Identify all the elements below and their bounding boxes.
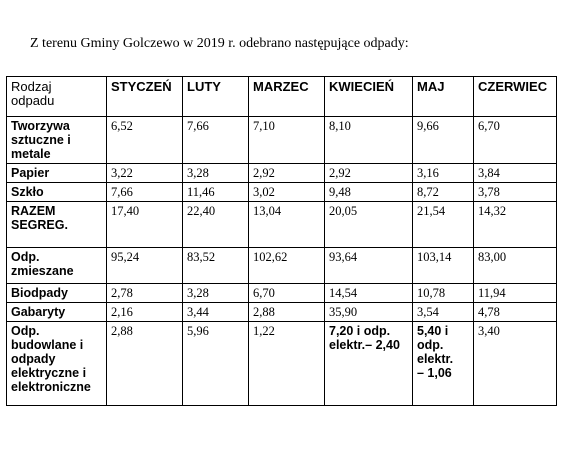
value-cell-line: 7,66	[111, 185, 133, 199]
value-cell	[325, 303, 413, 322]
table-row	[7, 183, 557, 202]
value-cell	[474, 303, 557, 322]
value-cell	[107, 117, 183, 164]
value-cell-line: 11,46	[187, 185, 215, 199]
value-cell-line: 5,40 i	[417, 324, 449, 338]
row-label-line: odpady	[11, 352, 56, 366]
value-cell	[474, 202, 557, 248]
value-cell-line: 14,54	[329, 286, 358, 300]
header-row	[7, 77, 557, 117]
value-cell	[249, 248, 325, 284]
value-cell	[325, 164, 413, 183]
value-cell-line: 9,66	[417, 119, 439, 133]
month-header-line: KWIECIEŃ	[329, 79, 394, 94]
value-cell-line: 7,20 i odp.	[329, 324, 391, 338]
value-cell	[249, 303, 325, 322]
row-label-line: Odp.	[11, 250, 40, 264]
table-row	[7, 117, 557, 164]
value-cell-line: 103,14	[417, 250, 452, 264]
row-label-line: RAZEM	[11, 204, 56, 218]
value-cell-line: 22,40	[187, 204, 216, 218]
value-cell	[474, 183, 557, 202]
value-cell-line: 8,10	[329, 119, 351, 133]
value-cell-line: 3,02	[253, 185, 275, 199]
value-cell	[413, 248, 474, 284]
table-row	[7, 202, 557, 248]
row-label-line: Odp.	[11, 324, 40, 338]
value-cell	[325, 202, 413, 248]
value-cell	[107, 284, 183, 303]
row-label	[7, 322, 107, 406]
value-cell-line: 2,16	[111, 305, 133, 319]
row-label	[7, 248, 107, 284]
value-cell	[325, 248, 413, 284]
value-cell-line: 13,04	[253, 204, 282, 218]
value-cell	[474, 117, 557, 164]
row-label-line: Tworzywa	[11, 119, 70, 133]
corner-header	[7, 77, 107, 117]
value-cell	[325, 183, 413, 202]
value-cell-line: 3,44	[187, 305, 209, 319]
value-cell	[249, 183, 325, 202]
value-cell-line: elektr.– 2,40	[329, 338, 400, 352]
value-cell-line: 95,24	[111, 250, 140, 264]
value-cell	[183, 303, 249, 322]
value-cell	[183, 202, 249, 248]
value-cell	[183, 183, 249, 202]
value-cell-line: 5,96	[187, 324, 209, 338]
value-cell	[325, 117, 413, 164]
month-header-line: STYCZEŃ	[111, 79, 172, 94]
value-cell-line: 3,16	[417, 166, 439, 180]
value-cell	[183, 164, 249, 183]
value-cell-line: 3,54	[417, 305, 439, 319]
month-header	[249, 77, 325, 117]
row-label	[7, 183, 107, 202]
row-label-line: Biodpady	[11, 286, 68, 300]
month-header-line: CZERWIEC	[478, 79, 548, 94]
value-cell	[183, 248, 249, 284]
month-header	[413, 77, 474, 117]
value-cell-line: 14,32	[478, 204, 507, 218]
value-cell-line: 83,00	[478, 250, 507, 264]
value-cell-line: 21,54	[417, 204, 446, 218]
row-label-line: zmieszane	[11, 264, 74, 278]
value-cell	[474, 248, 557, 284]
value-cell	[183, 117, 249, 164]
value-cell-line: 3,84	[478, 166, 500, 180]
month-header	[325, 77, 413, 117]
row-label-line: Szkło	[11, 185, 44, 199]
corner-header-line: Rodzaj	[11, 79, 52, 94]
row-label	[7, 117, 107, 164]
month-header-line: MARZEC	[253, 79, 309, 94]
value-cell	[474, 322, 557, 406]
value-cell-line: 8,72	[417, 185, 439, 199]
row-label-line: Papier	[11, 166, 50, 180]
value-cell-line: 3,78	[478, 185, 500, 199]
value-cell-line: 3,28	[187, 166, 209, 180]
value-cell-line: 6,52	[111, 119, 133, 133]
value-cell-line: 83,52	[187, 250, 216, 264]
value-cell-line: 102,62	[253, 250, 288, 264]
value-cell-line: 9,48	[329, 185, 351, 199]
value-cell-line: 11,94	[478, 286, 506, 300]
value-cell-line: 2,92	[253, 166, 275, 180]
table-row	[7, 248, 557, 284]
table-row	[7, 303, 557, 322]
row-label	[7, 284, 107, 303]
month-header-line: MAJ	[417, 79, 445, 94]
value-cell	[413, 284, 474, 303]
value-cell	[474, 284, 557, 303]
value-cell-line: 6,70	[253, 286, 275, 300]
value-cell-line: – 1,06	[417, 366, 452, 380]
value-cell	[413, 322, 474, 406]
value-cell-line: 7,10	[253, 119, 275, 133]
corner-header-line: odpadu	[11, 93, 55, 108]
value-cell-line: 6,70	[478, 119, 500, 133]
value-cell	[474, 164, 557, 183]
table-row	[7, 284, 557, 303]
value-cell-line: odp.	[417, 338, 444, 352]
row-label	[7, 202, 107, 248]
value-cell	[107, 322, 183, 406]
value-cell-line: 20,05	[329, 204, 358, 218]
value-cell	[183, 284, 249, 303]
row-label	[7, 303, 107, 322]
value-cell-line: 93,64	[329, 250, 358, 264]
table-row	[7, 322, 557, 406]
month-header	[107, 77, 183, 117]
value-cell	[325, 284, 413, 303]
month-header	[183, 77, 249, 117]
value-cell	[413, 117, 474, 164]
row-label-line: elektryczne i	[11, 366, 87, 380]
value-cell	[107, 164, 183, 183]
value-cell-line: 1,22	[253, 324, 275, 338]
value-cell-line: 2,88	[111, 324, 133, 338]
page-heading: Z terenu Gminy Golczewo w 2019 r. odebrano następujące odpady:	[30, 36, 409, 51]
row-label-line: budowlane i	[11, 338, 84, 352]
value-cell	[249, 117, 325, 164]
value-cell	[325, 322, 413, 406]
month-header	[474, 77, 557, 117]
row-label-line: SEGREG.	[11, 218, 68, 232]
value-cell	[183, 322, 249, 406]
value-cell	[107, 303, 183, 322]
waste-table	[6, 76, 557, 406]
value-cell-line: 3,22	[111, 166, 133, 180]
value-cell	[413, 164, 474, 183]
value-cell-line: 4,78	[478, 305, 500, 319]
value-cell-line: 3,28	[187, 286, 209, 300]
value-cell	[107, 202, 183, 248]
value-cell-line: 10,78	[417, 286, 446, 300]
value-cell	[107, 248, 183, 284]
row-label-line: Gabaryty	[11, 305, 66, 319]
value-cell-line: elektr.	[417, 352, 454, 366]
row-label-line: metale	[11, 147, 51, 161]
row-label-line: elektroniczne	[11, 380, 91, 394]
value-cell-line: 2,78	[111, 286, 133, 300]
value-cell	[107, 183, 183, 202]
value-cell-line: 3,40	[478, 324, 500, 338]
value-cell-line: 35,90	[329, 305, 358, 319]
value-cell-line: 7,66	[187, 119, 209, 133]
value-cell-line: 17,40	[111, 204, 140, 218]
table-row	[7, 164, 557, 183]
value-cell	[249, 322, 325, 406]
value-cell	[413, 183, 474, 202]
row-label-line: sztuczne i	[11, 133, 71, 147]
value-cell	[249, 164, 325, 183]
value-cell	[249, 284, 325, 303]
month-header-line: LUTY	[187, 79, 221, 94]
value-cell	[413, 303, 474, 322]
row-label	[7, 164, 107, 183]
value-cell-line: 2,88	[253, 305, 275, 319]
value-cell-line: 2,92	[329, 166, 351, 180]
value-cell	[413, 202, 474, 248]
value-cell	[249, 202, 325, 248]
